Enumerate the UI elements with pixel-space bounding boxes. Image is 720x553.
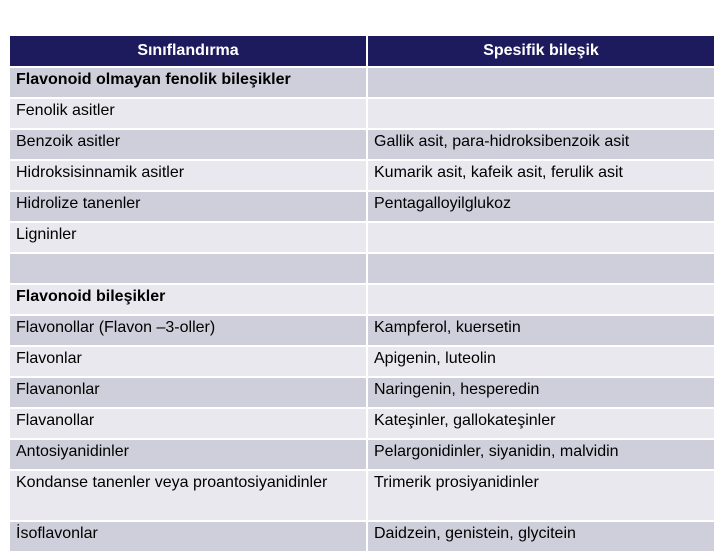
- table-row: [9, 315, 715, 346]
- compound-cell: Daidzein, genistein, glycitein: [367, 521, 715, 552]
- compound-cell: Apigenin, luteolin: [367, 346, 715, 377]
- table-row: [9, 284, 715, 315]
- header-classification: Sınıflandırma: [9, 35, 367, 67]
- class-cell: Flavanollar: [9, 408, 367, 439]
- table-row: [9, 67, 715, 98]
- compound-cell: [367, 253, 715, 284]
- class-cell: Benzoik asitler: [9, 129, 367, 160]
- compound-cell: Gallik asit, para-hidroksibenzoik asit: [367, 129, 715, 160]
- class-cell: Hidroksisinnamik asitler: [9, 160, 367, 191]
- header-specific-compound: Spesifik bileşik: [367, 35, 715, 67]
- table-header-row: [9, 35, 715, 67]
- compound-cell: Naringenin, hesperedin: [367, 377, 715, 408]
- class-cell: Flavonollar (Flavon –3-oller): [9, 315, 367, 346]
- table-row: [9, 191, 715, 222]
- table-row: [9, 160, 715, 191]
- compound-cell: Kateşinler, gallokateşinler: [367, 408, 715, 439]
- table-row-empty: [9, 253, 715, 284]
- compound-cell: Kampferol, kuersetin: [367, 315, 715, 346]
- category-heading: Flavonoid bileşikler: [9, 284, 367, 315]
- table-row: [9, 222, 715, 253]
- class-cell: Hidrolize tanenler: [9, 191, 367, 222]
- compound-cell: [367, 222, 715, 253]
- class-cell: Antosiyanidinler: [9, 439, 367, 470]
- table-row: [9, 98, 715, 129]
- class-cell: Kondanse tanenler veya proantosiyanidinler: [9, 470, 367, 521]
- classification-table: [8, 34, 716, 553]
- compound-cell: Kumarik asit, kafeik asit, ferulik asit: [367, 160, 715, 191]
- class-cell: Flavanonlar: [9, 377, 367, 408]
- class-cell: [9, 253, 367, 284]
- class-cell: Flavonlar: [9, 346, 367, 377]
- table-row: [9, 408, 715, 439]
- class-cell: İsoflavonlar: [9, 521, 367, 552]
- compound-cell: [367, 98, 715, 129]
- compound-cell: Pelargonidinler, siyanidin, malvidin: [367, 439, 715, 470]
- compound-cell: [367, 67, 715, 98]
- compound-cell: Trimerik prosiyanidinler: [367, 470, 715, 521]
- table-row: [9, 439, 715, 470]
- compound-cell: Pentagalloyilglukoz: [367, 191, 715, 222]
- table-row: [9, 377, 715, 408]
- table-row: [9, 129, 715, 160]
- table-row: [9, 521, 715, 552]
- class-cell: Ligninler: [9, 222, 367, 253]
- table-row: [9, 470, 715, 521]
- class-cell: Fenolik asitler: [9, 98, 367, 129]
- compound-cell: [367, 284, 715, 315]
- table-row: [9, 346, 715, 377]
- category-heading: Flavonoid olmayan fenolik bileşikler: [9, 67, 367, 98]
